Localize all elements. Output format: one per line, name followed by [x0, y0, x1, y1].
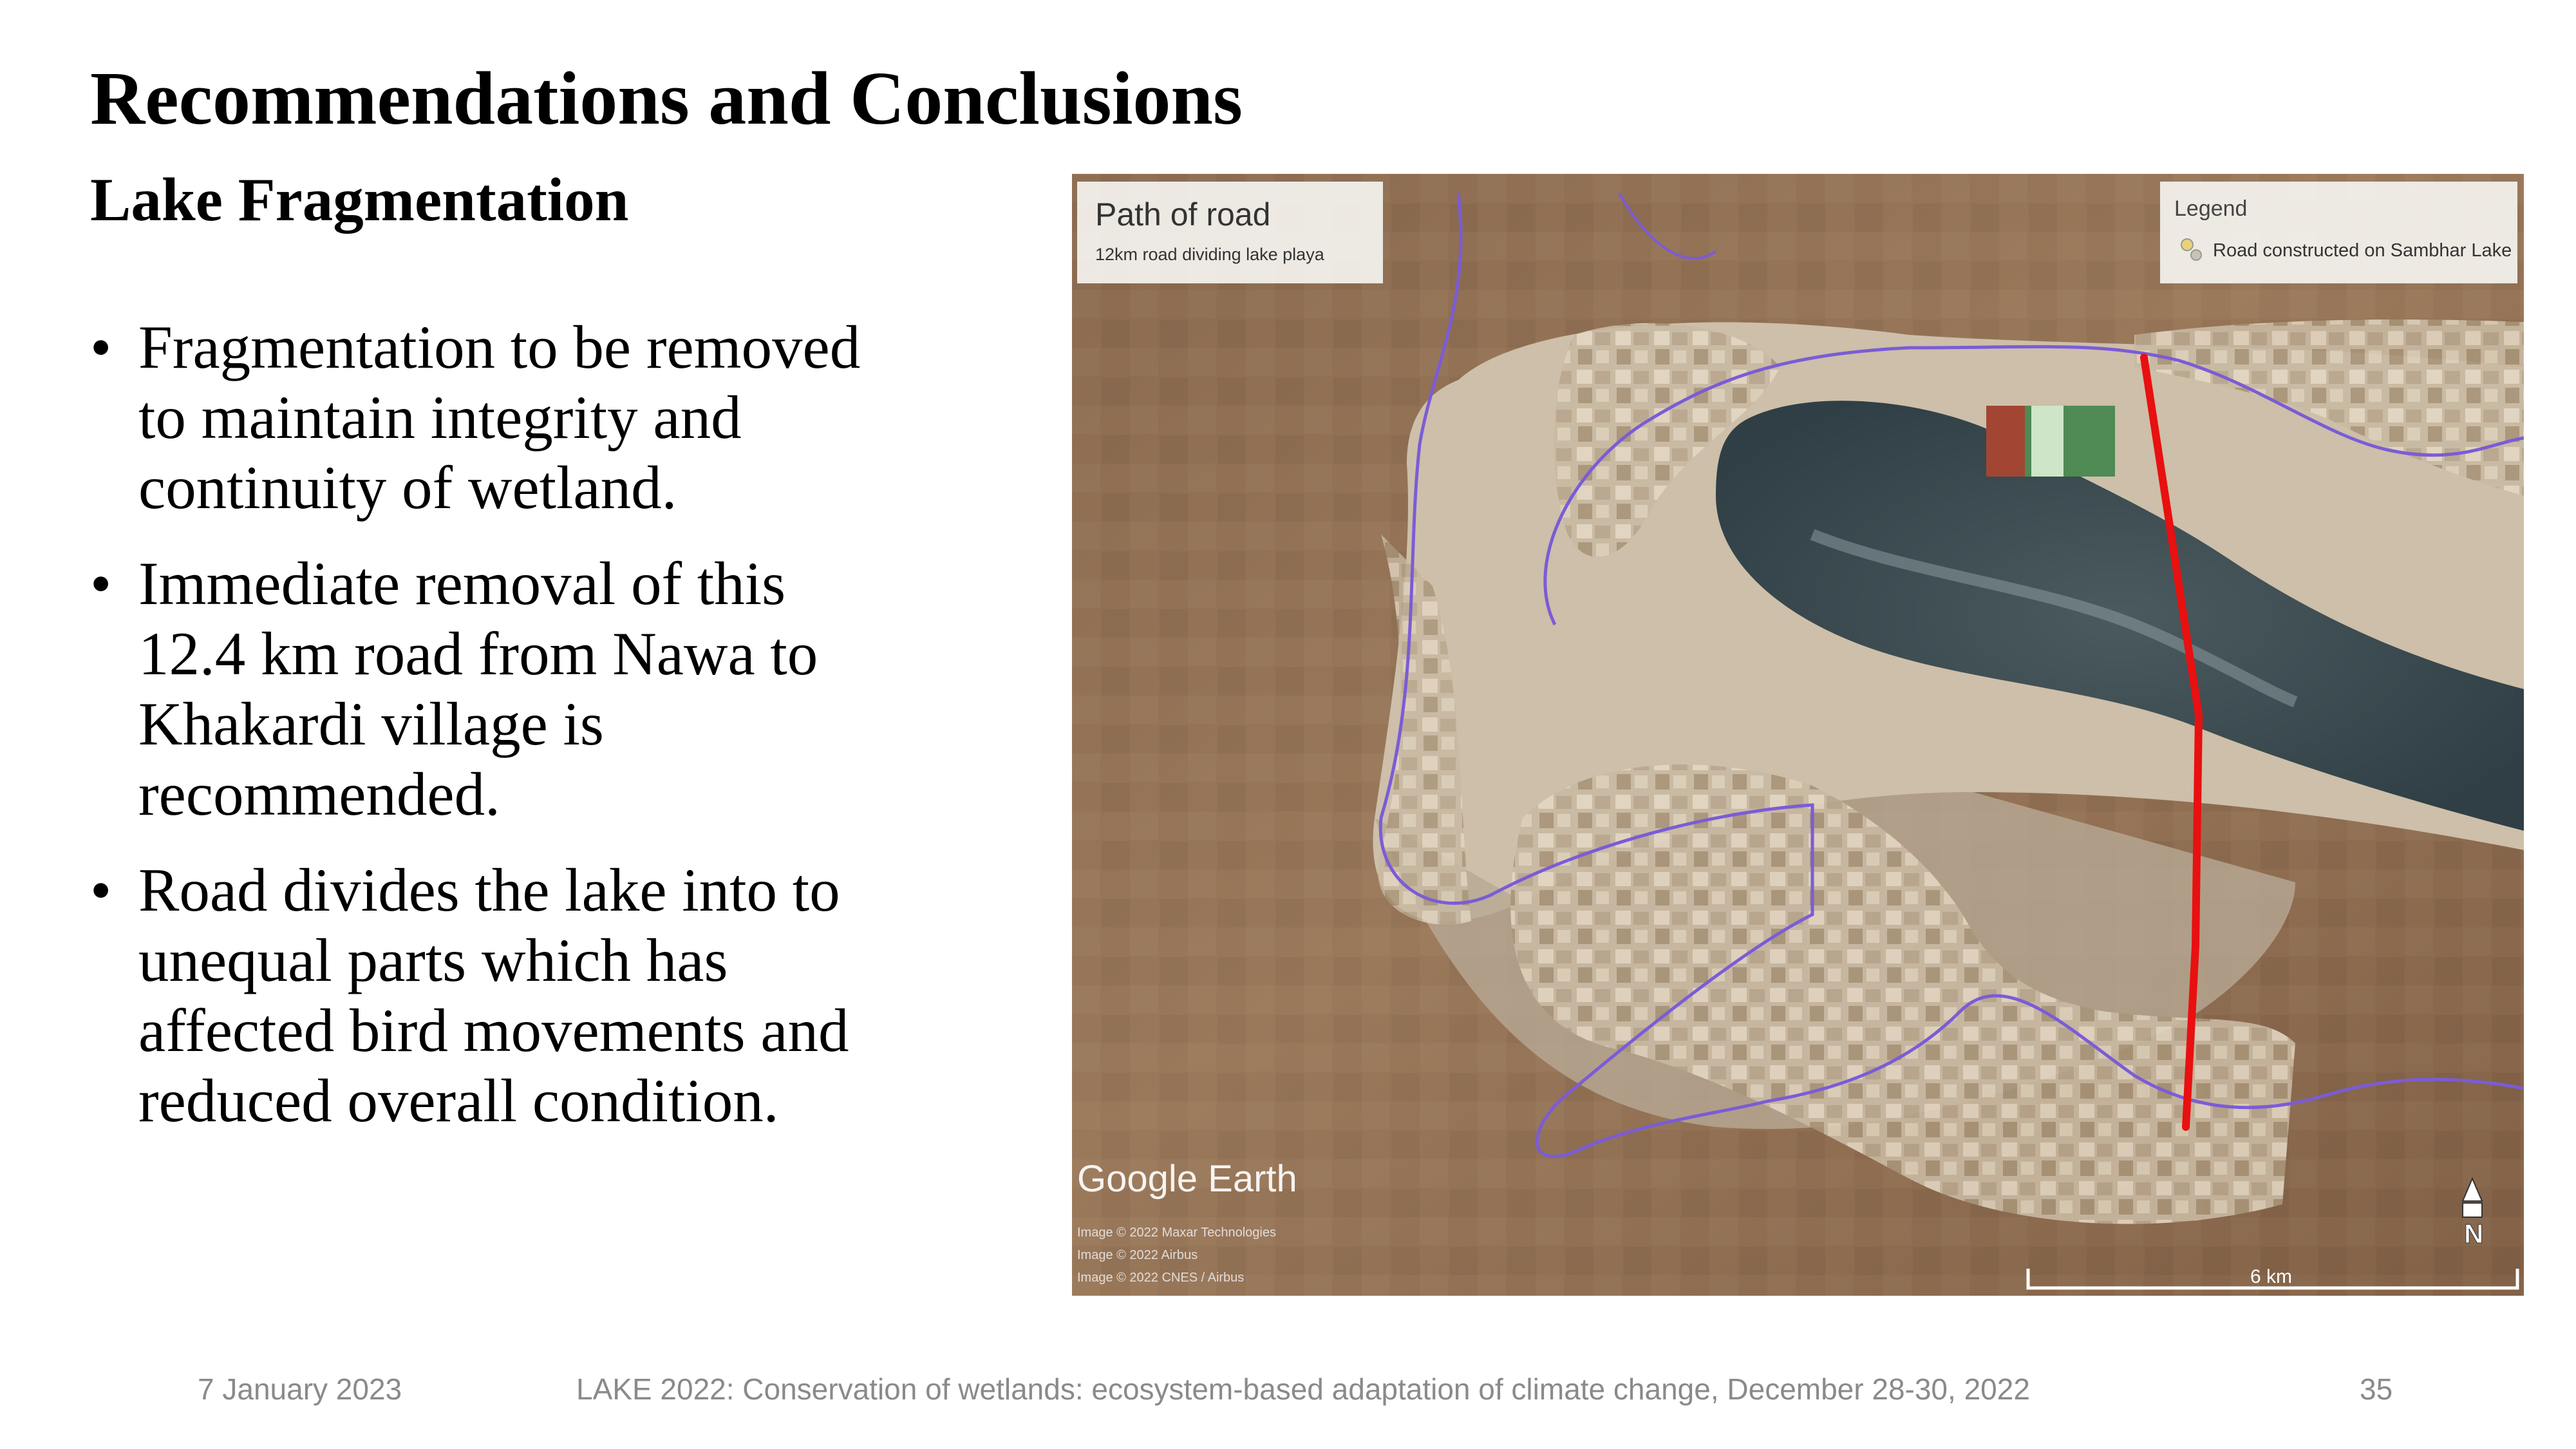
- bullet-line: reduced overall condition.: [138, 1066, 779, 1135]
- legend-title: Legend: [2174, 196, 2248, 221]
- bullet-line: Road divides the lake into to: [138, 856, 840, 924]
- bullet-item-1: [90, 312, 1056, 523]
- north-label: N: [2464, 1218, 2484, 1249]
- bullet-line: to maintain integrity and: [138, 383, 742, 451]
- path-of-road-caption: 12km road dividing lake playa: [1095, 245, 1324, 264]
- image-credit-1: Image © 2022 Maxar Technologies: [1077, 1226, 1276, 1240]
- bullet-line: 12.4 km road from Nawa to: [138, 620, 818, 688]
- google-earth-watermark: Google Earth: [1077, 1158, 1297, 1200]
- bullet-line: unequal parts which has: [138, 926, 728, 994]
- bullet-dot-icon: •: [90, 856, 112, 924]
- footer-date: 7 January 2023: [198, 1372, 402, 1406]
- legend-item-label: Road constructed on Sambhar Lake: [2213, 240, 2512, 261]
- path-of-road-box: [1077, 182, 1383, 283]
- bullet-line: Khakardi village is: [138, 690, 604, 758]
- bullet-line: Fragmentation to be removed: [138, 313, 861, 381]
- image-credit-2: Image © 2022 Airbus: [1077, 1248, 1198, 1262]
- path-of-road-title: Path of road: [1095, 196, 1271, 232]
- scale-label: 6 km: [2250, 1266, 2293, 1287]
- bullet-item-3: [90, 855, 1056, 1136]
- map-legend: [2160, 182, 2517, 283]
- bullet-line: continuity of wetland.: [138, 453, 677, 522]
- satellite-map-image: [1072, 174, 2524, 1296]
- bullet-line: recommended.: [138, 760, 500, 828]
- slide-subtitle: Lake Fragmentation: [90, 166, 629, 234]
- bullet-line: Immediate removal of this: [138, 549, 786, 618]
- image-credit-3: Image © 2022 CNES / Airbus: [1077, 1271, 1245, 1285]
- footer-event: LAKE 2022: Conservation of wetlands: ecosystem-based adaptation of climate change, December 28-30, 2022: [576, 1372, 2030, 1406]
- bullet-list: [90, 312, 1056, 1162]
- bullet-line: affected bird movements and: [138, 996, 849, 1065]
- bullet-dot-icon: •: [90, 313, 112, 381]
- bullet-item-2: [90, 549, 1056, 829]
- slide-title: Recommendations and Conclusions: [90, 56, 1243, 140]
- footer-page-number: 35: [2360, 1372, 2393, 1406]
- bullet-dot-icon: •: [90, 549, 112, 618]
